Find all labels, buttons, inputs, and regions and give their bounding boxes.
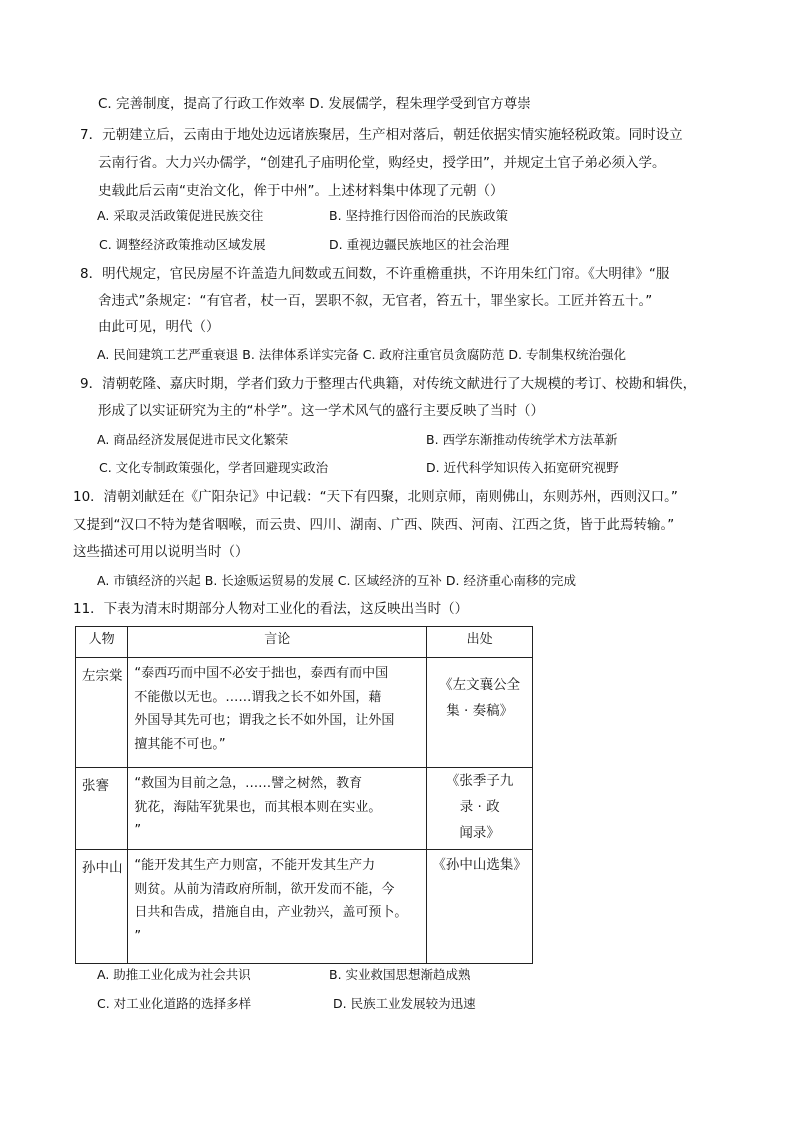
q11-option-a[interactable]: A. 助推工业化成为社会共识 — [97, 967, 251, 982]
q7-text-line3: 史载此后云南“吏治文化，侔于中州”。上述材料集中体现了元朝（） — [98, 183, 504, 199]
q11-option-c[interactable]: C. 对工业化道路的选择多样 — [97, 996, 252, 1011]
quote-text: “能开发其生产力则富，不能开发其生产力 则贫。从前为清政府所制，欲开发而不能，今 日共和告成，措施自由，产业勃兴，盖可预卜。 ” — [128, 850, 427, 964]
source-text: 《左文襄公全 集 · 奏稿》 — [427, 658, 533, 768]
header-person: 人物 — [76, 627, 128, 658]
q7-option-b[interactable]: B. 坚持推行因俗而治的民族政策 — [329, 208, 509, 223]
q7-option-d[interactable]: D. 重视边疆民族地区的社会治理 — [329, 237, 510, 252]
q9-text-line2: 形成了以实证研究为主的“朴学”。这一学术风气的盛行主要反映了当时（） — [98, 403, 544, 419]
q8-options[interactable]: A. 民间建筑工艺严重衰退 B. 法律体系详实完备 C. 政府注重官员贪腐防范 D. 专制集权统治强化 — [97, 347, 626, 362]
person-name: 左宗棠 — [76, 658, 128, 768]
table-row — [76, 768, 533, 850]
person-name: 张謇 — [76, 768, 128, 850]
q10-text-line3: 这些描述可用以说明当时（） — [73, 544, 249, 560]
q10-text-line2: 又提到“汉口不特为楚省咽喉，而云贵、四川、湖南、广西、陕西、河南、江西之货，皆于此焉转输。” — [73, 517, 675, 533]
q7-text-line2: 云南行省。大力兴办儒学，“创建孔子庙明伦堂，购经史，授学田”，并规定土官子弟必须入学。 — [98, 155, 666, 171]
table-header-row — [76, 627, 533, 658]
quote-text: “救国为目前之急，……譬之树然，教育 犹花，海陆军犹果也，而其根本则在实业。 ” — [128, 768, 427, 850]
q9-option-b[interactable]: B. 西学东渐推动传统学术方法革新 — [426, 432, 618, 447]
header-source: 出处 — [427, 627, 533, 658]
person-name: 孙中山 — [76, 850, 128, 964]
source-text: 《孙中山选集》 — [427, 850, 533, 964]
q10-options[interactable]: A. 市镇经济的兴起 B. 长途贩运贸易的发展 C. 区域经济的互补 D. 经济重心南移的完成 — [97, 573, 576, 588]
q7-text-line1: 7．元朝建立后，云南由于地处边远诸族聚居，生产相对落后，朝廷依据实情实施轻税政策。同时设立 — [80, 127, 683, 143]
header-quote: 言论 — [128, 627, 427, 658]
q9-option-d[interactable]: D. 近代科学知识传入拓宽研究视野 — [426, 460, 619, 475]
q9-option-a[interactable]: A. 商品经济发展促进市民文化繁荣 — [97, 432, 289, 447]
q8-text-line3: 由此可见，明代（） — [98, 319, 220, 335]
table-row — [76, 850, 533, 964]
quote-text: “泰西巧而中国不必安于拙也，泰西有而中国 不能傲以无也。……谓我之长不如外国，藉 外国导其先可也；谓我之长不如外国，让外国 擅其能不可也。” — [128, 658, 427, 768]
q6-options-cd: C. 完善制度，提高了行政工作效率 D. 发展儒学，程朱理学受到官方尊崇 — [98, 96, 531, 112]
q7-option-a[interactable]: A. 采取灵活政策促进民族交往 — [97, 208, 264, 223]
source-text: 《张季子九 录 · 政 闻录》 — [427, 768, 533, 850]
q8-text-line2: 舍违式”条规定：“有官者，杖一百，罢职不叙，无官者，笞五十，罪坐家长。工匠并笞五十。” — [98, 293, 653, 309]
q11-option-d[interactable]: D. 民族工业发展较为迅速 — [333, 996, 476, 1011]
table-row — [76, 658, 533, 768]
q10-text-line1: 10．清朝刘献廷在《广阳杂记》中记载：“天下有四聚，北则京师，南则佛山，东则苏州，西则汉口。” — [73, 489, 678, 505]
viewpoints-table — [75, 626, 533, 964]
q11-text-line1: 11．下表为清末时期部分人物对工业化的看法，这反映出当时（） — [73, 601, 469, 617]
q9-text-line1: 9．清朝乾隆、嘉庆时期，学者们致力于整理古代典籍，对传统文献进行了大规模的考订、校勘和辑佚， — [80, 376, 697, 392]
q9-option-c[interactable]: C. 文化专制政策强化，学者回避现实政治 — [99, 460, 329, 475]
q11-option-b[interactable]: B. 实业救国思想渐趋成熟 — [329, 967, 471, 982]
q8-text-line1: 8．明代规定，官民房屋不许盖造九间数或五间数，不许重檐重拱，不许用朱红门帘。《大明律》“服 — [80, 266, 670, 282]
q7-option-c[interactable]: C. 调整经济政策推动区域发展 — [99, 237, 266, 252]
